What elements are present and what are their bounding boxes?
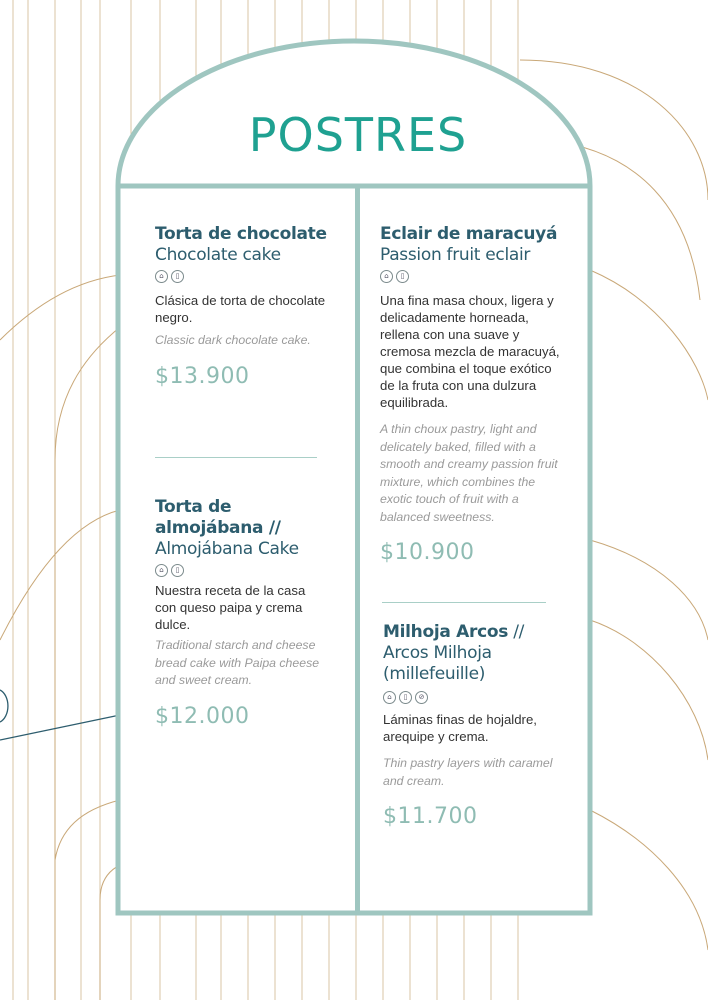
item-name-es: Torta de almojábana //: [155, 497, 281, 538]
gluten-icon: ⌂: [380, 270, 393, 283]
menu-item-passion-fruit-eclair: [380, 224, 565, 565]
item-name-en: // Arcos Milhoja (millefeuille): [383, 622, 525, 684]
item-price: $12.000: [155, 703, 250, 729]
item-separator: [155, 457, 317, 458]
allergen-icons: [155, 270, 330, 284]
item-price: $11.700: [383, 804, 478, 829]
gluten-icon: ⌂: [155, 564, 168, 577]
gluten-icon: ⌂: [383, 691, 396, 704]
dairy-icon: ▯: [171, 270, 184, 283]
item-name-es: Torta de chocolate: [155, 224, 327, 244]
dairy-icon: ▯: [396, 270, 409, 283]
menu-title: POSTRES: [248, 108, 468, 162]
item-description-en: Classic dark chocolate cake.: [155, 333, 311, 347]
menu-item-chocolate-cake: [155, 224, 330, 389]
item-description-es: Clásica de torta de chocolate negro.: [155, 293, 326, 325]
nuts-icon: ⊘: [415, 691, 428, 704]
allergen-icons: [383, 691, 563, 705]
item-description-en: A thin choux pastry, light and delicately baked, filled with a smooth and creamy passion fruit mixture, which combines the exotic touch of fruit with a balanced sweetness.: [380, 422, 558, 524]
gluten-icon: ⌂: [155, 270, 168, 283]
item-separator: [382, 602, 546, 603]
item-price: $10.900: [380, 540, 475, 565]
allergen-icons: [380, 270, 565, 284]
item-name-es: Milhoja Arcos: [383, 622, 509, 642]
item-description-en: Thin pastry layers with caramel and cream.: [383, 756, 553, 788]
item-name-es: Eclair de maracuyá: [380, 224, 558, 244]
allergen-icons: [155, 564, 325, 578]
item-name-en: Almojábana Cake: [155, 539, 299, 559]
menu-item-almojabana-cake: [155, 497, 325, 729]
dairy-icon: ▯: [399, 691, 412, 704]
item-description-es: Láminas finas de hojaldre, arequipe y crema.: [383, 712, 537, 744]
item-description-es: Una fina masa choux, ligera y delicadamente horneada, rellena con una suave y cremosa mezcla de maracuyá, que combina el toque exótico de la fruta con una dulzura equilibrada.: [380, 293, 560, 410]
item-name: [383, 622, 563, 685]
item-name-en: Chocolate cake: [155, 245, 281, 265]
item-description-es: Nuestra receta de la casa con queso paipa y crema dulce.: [155, 583, 306, 632]
dairy-icon: ▯: [171, 564, 184, 577]
item-description-en: Traditional starch and cheese bread cake with Paipa cheese and sweet cream.: [155, 638, 320, 687]
item-name-en: Passion fruit eclair: [380, 245, 531, 265]
left-edge-ornament: [0, 690, 120, 740]
item-price: $13.900: [155, 363, 250, 389]
menu-item-milhoja-arcos: [383, 622, 563, 829]
